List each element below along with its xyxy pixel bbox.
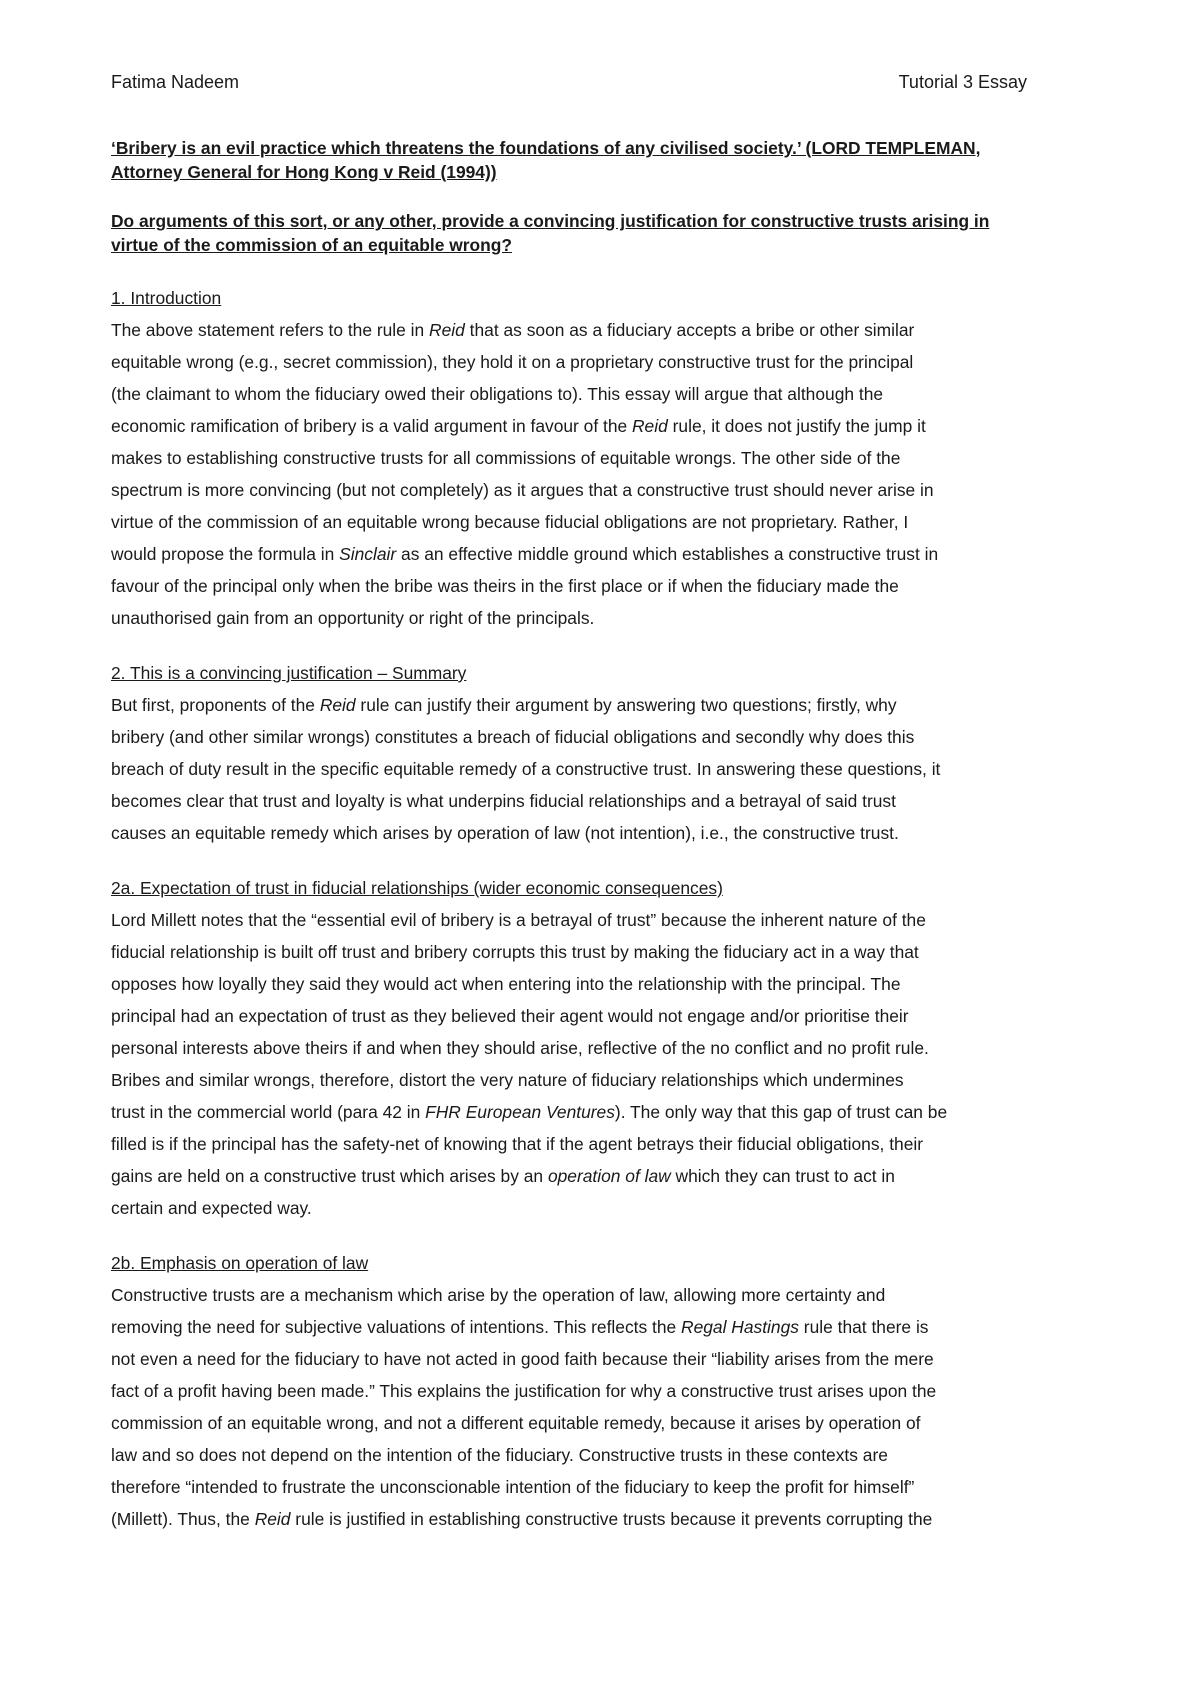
essay-section (111, 657, 1026, 849)
paragraph-line: filled is if the principal has the safety-net of knowing that if the agent betrays their fiducial obligations, their (111, 1134, 924, 1154)
section-heading: 2. This is a convincing justification – Summary (111, 663, 467, 683)
quote-line: Attorney General for Hong Kong v Reid (1994)) (111, 162, 497, 182)
case-name: operation of law (547, 1166, 671, 1186)
paragraph-line: bribery (and other similar wrongs) constitutes a breach of fiducial obligations and secondly why does this (111, 727, 915, 747)
paragraph-line: unauthorised gain from an opportunity or right of the principals. (111, 608, 595, 628)
case-name: Regal Hastings (681, 1317, 799, 1337)
section-heading: 2a. Expectation of trust in fiducial relationships (wider economic consequences) (111, 878, 723, 898)
paragraph-line: not even a need for the fiduciary to have not acted in good faith because their “liability arises from the mere (111, 1349, 934, 1369)
paragraph-line: personal interests above theirs if and when they should arise, reflective of the no conflict and no profit rule. (111, 1038, 929, 1058)
paragraph-line: becomes clear that trust and loyalty is what underpins fiducial relationships and a betrayal of said trust (111, 791, 896, 811)
paragraph-line: opposes how loyally they said they would act when entering into the relationship with the principal. The (111, 974, 901, 994)
case-name: Reid (632, 416, 668, 436)
paragraph-line: causes an equitable remedy which arises by operation of law (not intention), i.e., the constructive trust. (111, 823, 899, 843)
question-line: virtue of the commission of an equitable wrong? (111, 235, 512, 255)
essay-sections (111, 282, 1026, 1535)
essay-section (111, 872, 1026, 1224)
paragraph-line: fiducial relationship is built off trust and bribery corrupts this trust by making the fiduciary act in a way that (111, 942, 919, 962)
paragraph-line: principal had an expectation of trust as they believed their agent would not engage and/or prioritise their (111, 1006, 909, 1026)
essay-question (111, 209, 1026, 257)
section-heading: 1. Introduction (111, 288, 222, 308)
case-name: Reid (429, 320, 465, 340)
paragraph-line: removing the need for subjective valuations of intentions. This reflects the Regal Hastings rule that there is (111, 1317, 929, 1337)
case-name: Reid (254, 1509, 291, 1529)
header-title: Tutorial 3 Essay (898, 72, 1027, 92)
essay-quote (111, 136, 1026, 184)
paragraph-line: would propose the formula in Sinclair as an effective middle ground which establishes a constructive trust in (111, 544, 939, 564)
quote-line: ‘Bribery is an evil practice which threatens the foundations of any civilised society.’ (LORD TEMPLEMAN, (111, 138, 981, 158)
paragraph-line: Bribes and similar wrongs, therefore, distort the very nature of fiduciary relationships which undermines (111, 1070, 904, 1090)
paragraph-line: breach of duty result in the specific equitable remedy of a constructive trust. In answering these questions, it (111, 759, 941, 779)
essay-section (111, 1247, 1026, 1535)
paragraph-line: certain and expected way. (111, 1198, 312, 1218)
paragraph-line: gains are held on a constructive trust which arises by an operation of law which they can trust to act in (111, 1166, 895, 1186)
question-line: Do arguments of this sort, or any other, provide a convincing justification for constructive trusts arising in (111, 211, 990, 231)
paragraph-line: But first, proponents of the Reid rule can justify their argument by answering two questions; firstly, why (111, 695, 897, 715)
paragraph-line: therefore “intended to frustrate the unconscionable intention of the fiduciary to keep the profit for himself” (111, 1477, 915, 1497)
paragraph-line: economic ramification of bribery is a valid argument in favour of the Reid rule, it does not justify the jump it (111, 416, 926, 436)
paragraph-line: law and so does not depend on the intention of the fiduciary. Constructive trusts in these contexts are (111, 1445, 888, 1465)
paragraph-line: Lord Millett notes that the “essential evil of bribery is a betrayal of trust” because the inherent nature of the (111, 910, 926, 930)
paragraph-line: virtue of the commission of an equitable wrong because fiducial obligations are not proprietary. Rather, I (111, 512, 909, 532)
paragraph-line: equitable wrong (e.g., secret commission), they hold it on a proprietary constructive trust for the principal (111, 352, 914, 372)
paragraph-line: The above statement refers to the rule in Reid that as soon as a fiduciary accepts a bribe or other similar (111, 320, 915, 340)
paragraph-line: fact of a profit having been made.” This explains the justification for why a constructive trust arises upon the (111, 1381, 937, 1401)
paragraph-line: (the claimant to whom the fiduciary owed their obligations to). This essay will argue that although the (111, 384, 884, 404)
case-name: Sinclair (339, 544, 397, 564)
essay-body (111, 136, 1026, 1535)
paragraph-line: (Millett). Thus, the Reid rule is justified in establishing constructive trusts because it prevents corrupting the (111, 1509, 933, 1529)
page-header (111, 72, 1027, 102)
paragraph-line: favour of the principal only when the bribe was theirs in the first place or if when the fiduciary made the (111, 576, 899, 596)
paragraph-line: trust in the commercial world (para 42 in FHR European Ventures). The only way that this gap of trust can be (111, 1102, 948, 1122)
paragraph-line: Constructive trusts are a mechanism which arise by the operation of law, allowing more certainty and (111, 1285, 886, 1305)
essay-section (111, 282, 1026, 634)
section-heading: 2b. Emphasis on operation of law (111, 1253, 369, 1273)
paragraph-line: spectrum is more convincing (but not completely) as it argues that a constructive trust should never arise in (111, 480, 934, 500)
paragraph-line: makes to establishing constructive trusts for all commissions of equitable wrongs. The other side of the (111, 448, 901, 468)
case-name: Reid (319, 695, 356, 715)
paragraph-line: commission of an equitable wrong, and not a different equitable remedy, because it arises by operation of (111, 1413, 921, 1433)
case-name: FHR European Ventures (425, 1102, 615, 1122)
header-author: Fatima Nadeem (111, 72, 240, 92)
